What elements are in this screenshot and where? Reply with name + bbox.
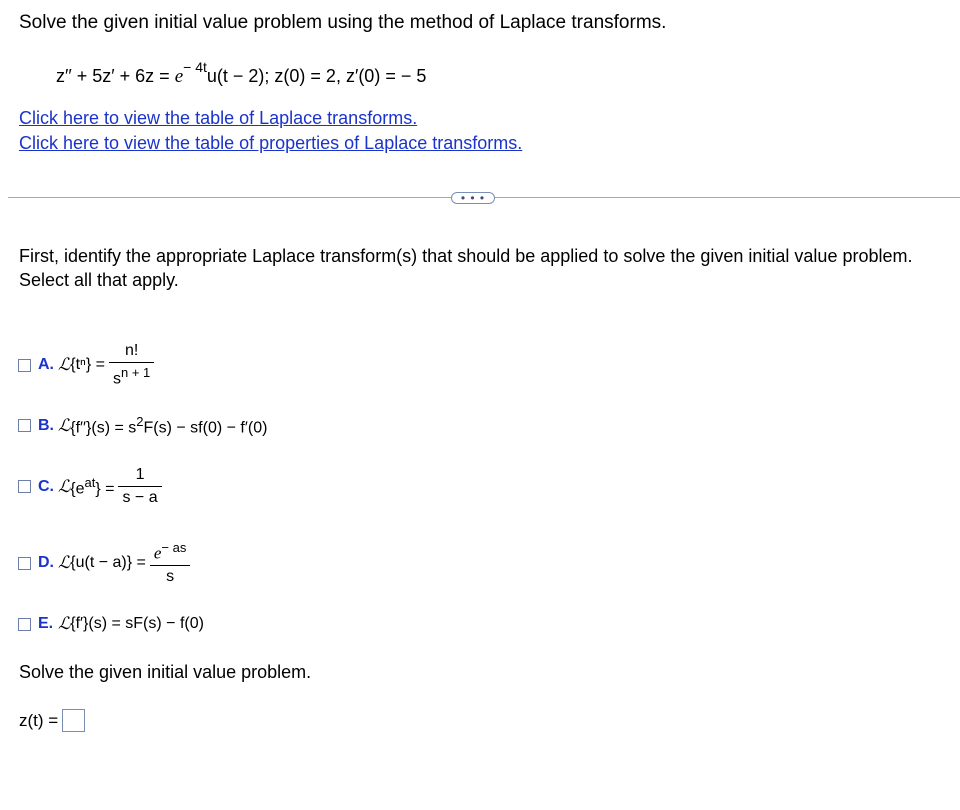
option-d[interactable] [18, 540, 190, 586]
laplace-symbol: ℒ [58, 476, 71, 496]
option-a-fraction [109, 342, 154, 388]
option-a-numerator: n! [124, 342, 139, 359]
answer-label: z(t) = [19, 710, 59, 730]
question-instruction: First, identify the appropriate Laplace transform(s) that should be applied to solve the given initial value problem. Select all that apply. [19, 246, 913, 290]
option-c-checkbox[interactable] [18, 480, 31, 493]
option-a-denominator: $s^{n + 1}$ [113, 365, 151, 388]
option-c-lhs: $\{e^{at}\}$ = [70, 474, 115, 498]
answer-row [19, 709, 85, 732]
answer-input[interactable] [62, 709, 85, 732]
equation-e: e [174, 66, 184, 87]
option-a-lhs: {tⁿ} = [70, 356, 106, 374]
problem-equation [56, 59, 427, 88]
option-e[interactable] [18, 614, 204, 634]
problem-title: Solve the given initial value problem using the method of Laplace transforms. [19, 12, 667, 33]
option-d-denominator: s [166, 568, 175, 586]
option-e-formula: {f′}(s) = sF(s) − f(0) [70, 615, 204, 632]
option-c-fraction [118, 466, 161, 507]
more-button[interactable]: • • • [451, 192, 495, 204]
option-d-lhs: {u(t − a)} = [70, 554, 146, 572]
laplace-symbol: ℒ [58, 415, 71, 435]
option-a-letter: A. [38, 356, 54, 374]
solve-instruction: Solve the given initial value problem. [19, 662, 312, 682]
option-d-checkbox[interactable] [18, 557, 31, 570]
laplace-symbol: ℒ [58, 553, 71, 573]
option-c[interactable] [18, 466, 162, 507]
option-c-letter: C. [38, 477, 54, 495]
equation-exponent: − 4t [183, 59, 207, 75]
laplace-symbol: ℒ [58, 355, 71, 375]
laplace-table-link[interactable]: Click here to view the table of Laplace transforms. [19, 108, 418, 128]
option-a[interactable] [18, 342, 154, 388]
equation-lhs: z′′ + 5z′ + 6z = [56, 66, 170, 86]
option-c-numerator: 1 [135, 466, 145, 483]
option-b-formula: $\{f''\}(s) = s^2F(s) - sf(0) - f'(0)$ [70, 414, 268, 437]
option-b[interactable] [18, 414, 267, 437]
option-e-letter: E. [38, 615, 54, 632]
option-d-numerator: $e^{- as}$ [153, 540, 187, 563]
properties-table-link[interactable]: Click here to view the table of properties of Laplace transforms. [19, 133, 523, 153]
option-d-fraction [150, 540, 190, 586]
laplace-symbol: ℒ [58, 614, 71, 633]
option-b-checkbox[interactable] [18, 419, 31, 432]
option-b-letter: B. [38, 416, 54, 434]
option-d-letter: D. [38, 554, 54, 572]
option-c-denominator: s − a [122, 489, 158, 506]
equation-rest: u(t − 2); z(0) = 2, z′(0) = − 5 [206, 66, 427, 86]
option-a-checkbox[interactable] [18, 359, 31, 372]
option-e-checkbox[interactable] [18, 618, 31, 631]
